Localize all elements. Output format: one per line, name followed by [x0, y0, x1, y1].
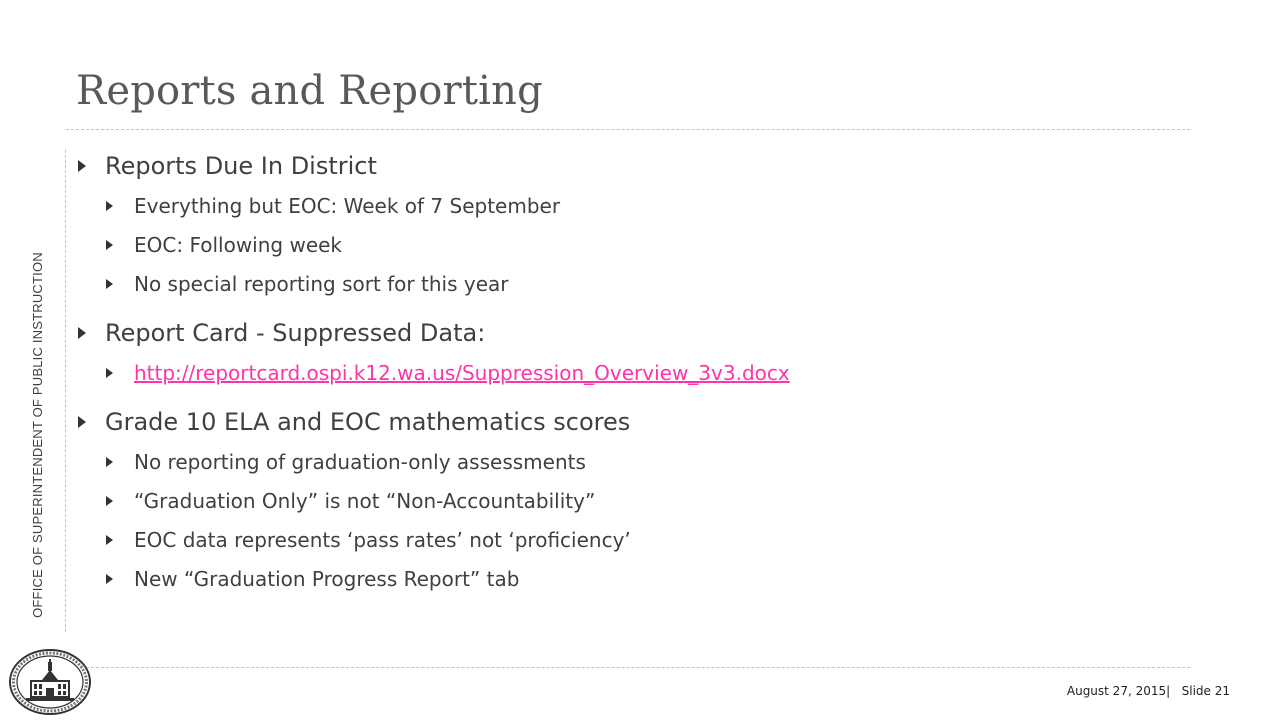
triangle-bullet-icon — [106, 457, 113, 467]
triangle-bullet-icon — [106, 368, 113, 378]
sub-bullet-text: EOC: Following week — [134, 232, 343, 257]
triangle-bullet-icon — [106, 240, 113, 250]
footer-separator: | — [1166, 684, 1182, 698]
bullet-heading — [78, 402, 1178, 442]
sub-bullet — [106, 353, 1178, 392]
side-divider — [65, 150, 66, 632]
sub-bullet — [106, 186, 1178, 225]
suppression-overview-link[interactable]: http://reportcard.ospi.k12.wa.us/Suppression_Overview_3v3.docx — [134, 360, 790, 385]
sub-bullet — [106, 264, 1178, 303]
triangle-bullet-icon — [106, 496, 113, 506]
footer-divider — [66, 667, 1190, 668]
sub-bullet-text: No reporting of graduation-only assessments — [134, 449, 586, 474]
sub-bullet — [106, 559, 1178, 598]
sub-bullet-text: New “Graduation Progress Report” tab — [134, 566, 520, 591]
sub-bullet-text: Everything but EOC: Week of 7 September — [134, 193, 561, 218]
footer-date: August 27, 2015 — [1066, 684, 1167, 698]
ospi-seal-logo-icon — [8, 648, 92, 716]
sub-bullet-text: “Graduation Only” is not “Non-Accountability” — [134, 488, 596, 513]
slide-footer — [1067, 684, 1230, 698]
slide-title: Reports and Reporting — [76, 68, 543, 114]
triangle-bullet-icon — [106, 279, 113, 289]
side-label: OFFICE OF SUPERINTENDENT OF PUBLIC INSTRUCTION — [30, 252, 45, 618]
slide-content — [78, 146, 1178, 598]
bullet-text: Reports Due In District — [105, 152, 377, 180]
title-divider — [66, 129, 1190, 130]
sub-bullet-text: EOC data represents ‘pass rates’ not ‘proficiency’ — [134, 527, 631, 552]
bullet-text: Report Card - Suppressed Data: — [105, 319, 486, 347]
bullet-text: Grade 10 ELA and EOC mathematics scores — [105, 408, 631, 436]
bullet-heading — [78, 146, 1178, 186]
triangle-bullet-icon — [78, 160, 86, 172]
triangle-bullet-icon — [78, 327, 86, 339]
sub-bullet — [106, 481, 1178, 520]
triangle-bullet-icon — [106, 201, 113, 211]
triangle-bullet-icon — [78, 416, 86, 428]
bullet-heading — [78, 313, 1178, 353]
sub-bullet — [106, 520, 1178, 559]
footer-slide-number: Slide 21 — [1181, 684, 1230, 698]
triangle-bullet-icon — [106, 574, 113, 584]
sub-bullet — [106, 225, 1178, 264]
sub-bullet — [106, 442, 1178, 481]
sub-bullet-text: No special reporting sort for this year — [134, 271, 509, 296]
triangle-bullet-icon — [106, 535, 113, 545]
